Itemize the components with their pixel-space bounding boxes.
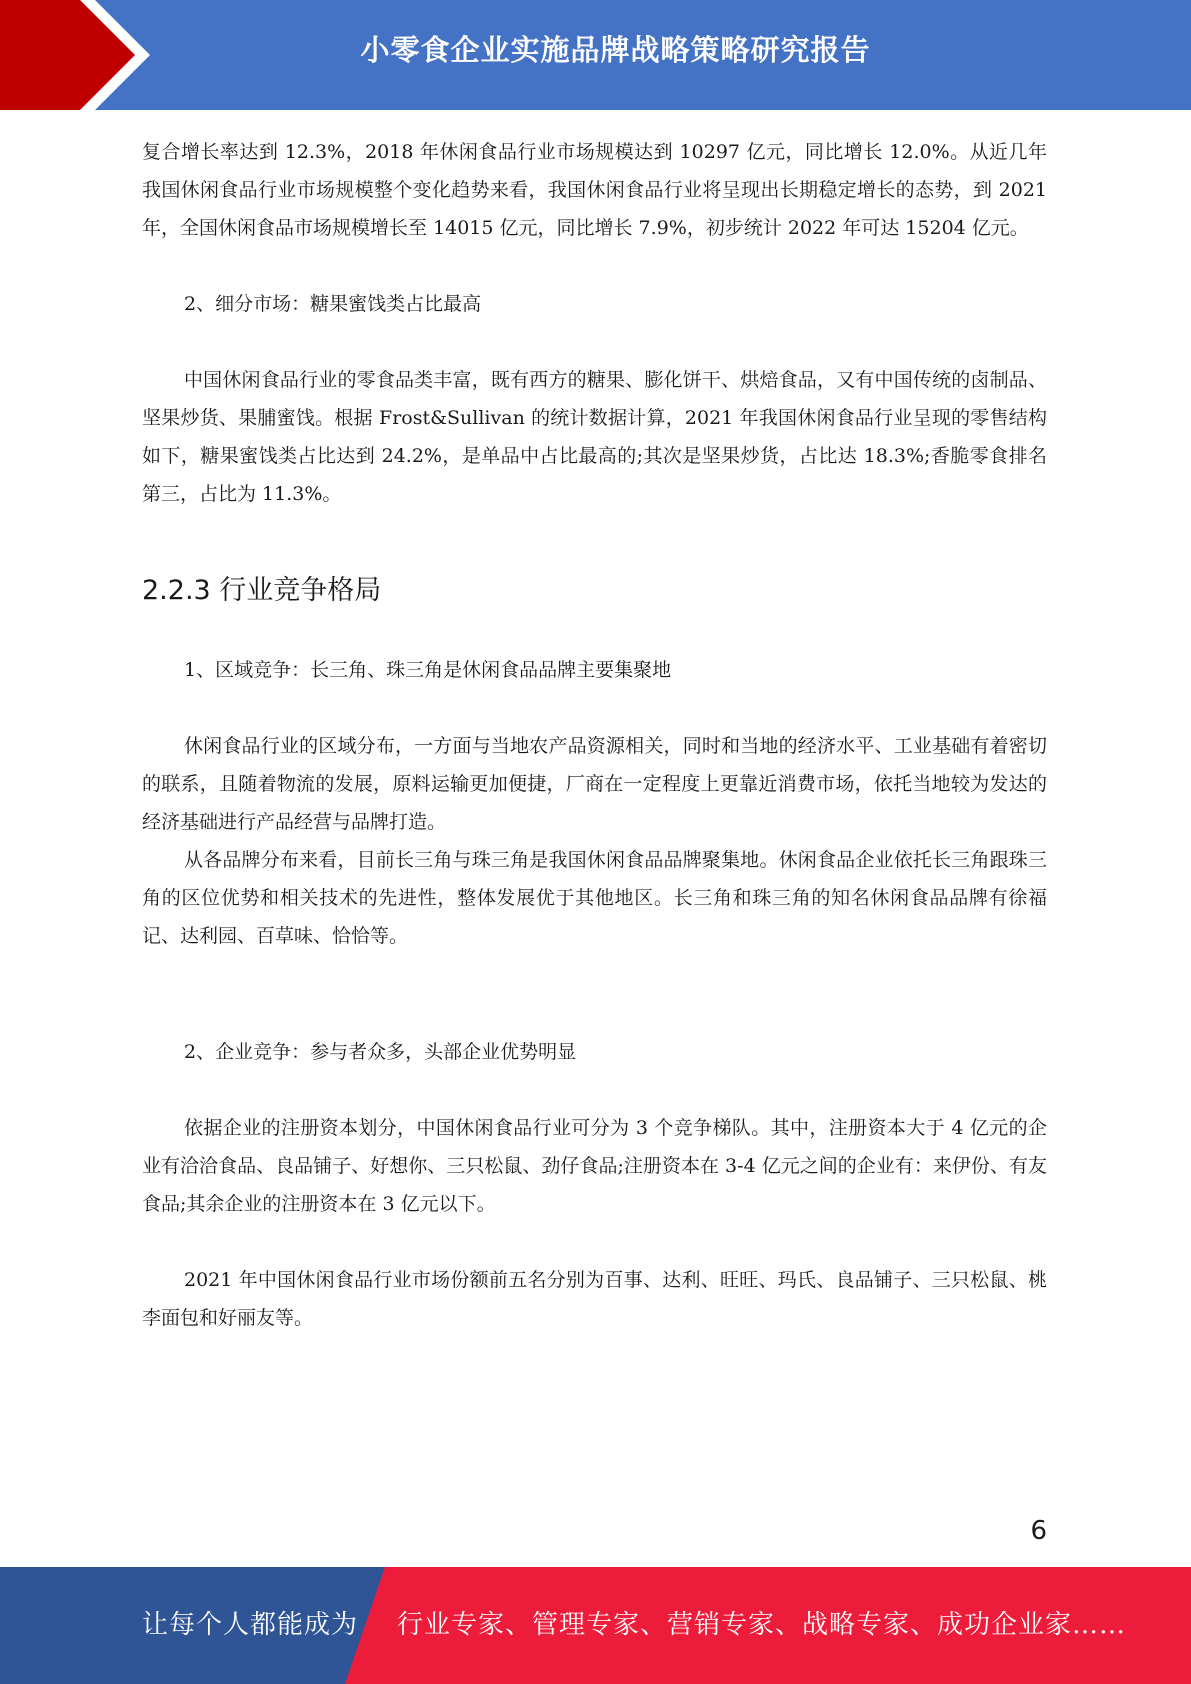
paragraph-brand-distribution: 从各品牌分布来看，目前长三角与珠三角是我国休闲食品品牌聚集地。休闲食品企业依托长三角跟珠三角的区位优势和相关技术的先进性，整体发展优于其他地区。长三角和珠三角的知名休闲食品品牌有徐福记、达利园、百草味、恰恰等。 bbox=[142, 849, 1047, 947]
paragraph-capital-tiers: 依据企业的注册资本划分，中国休闲食品行业可分为 3 个竞争梯队。其中，注册资本大于 4 亿元的企业有洽洽食品、良品铺子、好想你、三只松鼠、劲仔食品;注册资本在 3-4 亿元之间的企业有：来伊份、有友食品;其余企业的注册资本在 3 亿元以下。 bbox=[142, 1117, 1047, 1215]
subheading-segment-market: 2、细分市场：糖果蜜饯类占比最高 bbox=[184, 293, 482, 315]
subheading-regional-competition: 1、区域竞争：长三角、珠三角是休闲食品品牌主要集聚地 bbox=[184, 659, 672, 681]
page-number: 6 bbox=[1030, 1516, 1047, 1546]
paragraph-market-share: 2021 年中国休闲食品行业市场份额前五名分别为百事、达利、旺旺、玛氏、良品铺子、三只松鼠、桃李面包和好丽友等。 bbox=[142, 1269, 1047, 1329]
page-header bbox=[0, 0, 1191, 110]
report-title: 小零食企业实施品牌战略策略研究报告 bbox=[360, 33, 871, 67]
page-footer bbox=[0, 1567, 1191, 1684]
footer-slogan-left: 让每个人都能成为 bbox=[142, 1610, 359, 1640]
footer-slogan-right: 行业专家、管理专家、营销专家、战略专家、成功企业家…… bbox=[397, 1610, 1127, 1640]
section-heading-competition: 2.2.3 行业竞争格局 bbox=[142, 575, 382, 606]
subheading-enterprise-competition: 2、企业竞争：参与者众多，头部企业优势明显 bbox=[184, 1041, 577, 1063]
paragraph-retail-structure: 中国休闲食品行业的零食品类丰富，既有西方的糖果、膨化饼干、烘焙食品，又有中国传统的卤制品、坚果炒货、果脯蜜饯。根据 Frost&Sullivan 的统计数据计算，2021 年我国休闲食品行业呈现的零售结构如下，糖果蜜饯类占比达到 24.2%，是单品中占比最高的;其次是坚果炒货，占比达 18.3%;香脆零食排名第三，占比为 11.3%。 bbox=[142, 369, 1047, 505]
paragraph-regional-distribution: 休闲食品行业的区域分布，一方面与当地农产品资源相关，同时和当地的经济水平、工业基础有着密切的联系，且随着物流的发展，原料运输更加便捷，厂商在一定程度上更靠近消费市场，依托当地较为发达的经济基础进行产品经营与品牌打造。 bbox=[142, 735, 1047, 833]
paragraph-market-size: 复合增长率达到 12.3%，2018 年休闲食品行业市场规模达到 10297 亿元，同比增长 12.0%。从近几年我国休闲食品行业市场规模整个变化趋势来看，我国休闲食品行业将呈现出长期稳定增长的态势，到 2021 年，全国休闲食品市场规模增长至 14015 亿元，同比增长 7.9%，初步统计 2022 年可达 15204 亿元。 bbox=[142, 141, 1047, 239]
document-body bbox=[142, 133, 1047, 1337]
